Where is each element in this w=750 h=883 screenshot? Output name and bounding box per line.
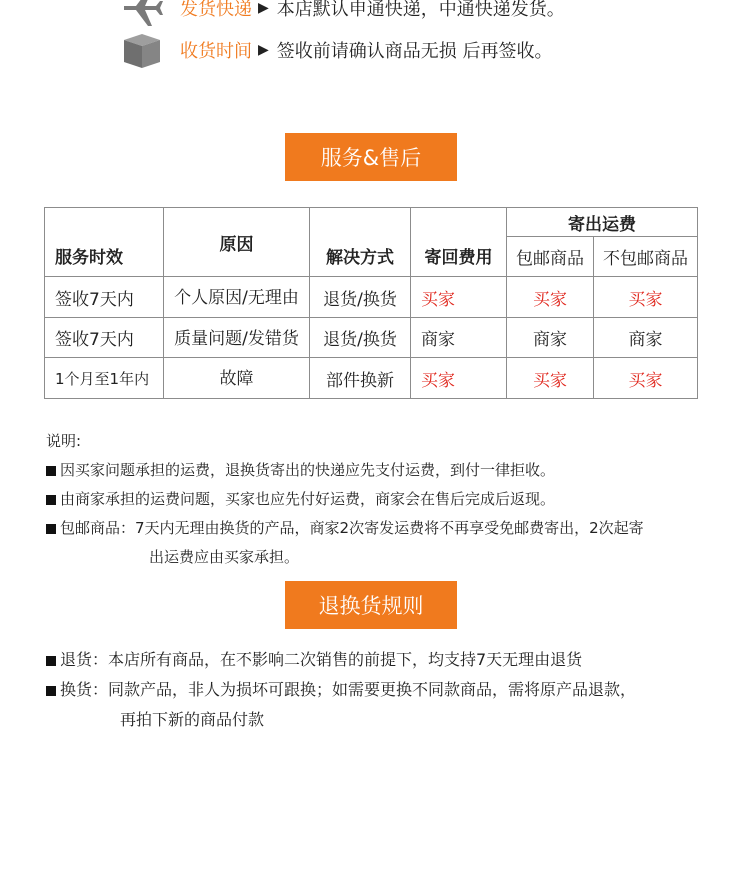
shipping-receive-label: 收货时间 [180,41,252,62]
cell-reason: 质量问题/发错货 [164,318,310,358]
header-solution: 解决方式 [310,208,411,277]
service-banner: 服务&售后 [285,133,457,181]
cell-free: 买家 [507,277,594,318]
cell-period: 签收7天内 [45,318,164,358]
rules-banner: 退换货规则 [285,581,457,629]
cell-free: 买家 [507,358,594,399]
table-row [45,277,698,318]
header-non-free-shipping: 不包邮商品 [594,237,698,277]
arrow-right-icon: ▶ [258,0,269,16]
cell-nonfree: 买家 [594,358,698,399]
cell-solution: 退货/换货 [310,277,411,318]
service-table [44,207,698,399]
shipping-row-express [120,0,565,28]
box-icon [120,30,164,70]
rule-text: 退货：本店所有商品，在不影响二次销售的前提下，均支持7天无理由退货 [60,650,583,669]
cell-reason: 个人原因/无理由 [164,277,310,318]
airplane-icon [120,0,164,28]
header-free-shipping: 包邮商品 [507,237,594,277]
note-text: 包邮商品：7天内无理由换货的产品，商家2次寄发运费将不再享受免邮费寄出，2次起寄 [60,519,644,537]
shipping-row-receive [120,30,553,70]
cell-solution: 退货/换货 [310,318,411,358]
cell-reason: 故障 [164,358,310,399]
header-reason: 原因 [164,208,310,277]
header-send-fee: 寄出运费 [507,208,698,237]
rule-text: 换货：同款产品，非人为损坏可跟换；如需要更换不同款商品，需将原产品退款， [60,680,637,699]
cell-return-fee: 买家 [411,358,507,399]
cell-return-fee: 商家 [411,318,507,358]
table-row [45,318,698,358]
cell-period: 1个月至1年内 [45,358,164,399]
header-return-fee: 寄回费用 [411,208,507,277]
cell-free: 商家 [507,318,594,358]
table-row [45,358,698,399]
square-bullet-icon [46,466,56,476]
header-period: 服务时效 [45,208,164,277]
rule-item [46,645,636,675]
square-bullet-icon [46,686,56,696]
square-bullet-icon [46,495,56,505]
note-item [46,485,644,514]
rules-section [46,645,636,735]
note-continuation: 出运费应由买家承担。 [149,548,300,566]
square-bullet-icon [46,656,56,666]
cell-solution: 部件换新 [310,358,411,399]
arrow-right-icon: ▶ [258,42,269,58]
cell-nonfree: 商家 [594,318,698,358]
notes-section [46,427,644,572]
note-text: 由商家承担的运费问题，买家也应先付好运费，商家会在售后完成后返现。 [60,490,556,508]
rule-item [46,675,636,705]
cell-return-fee: 买家 [411,277,507,318]
notes-title: 说明: [46,432,82,450]
shipping-express-label: 发货快递 [180,0,252,20]
cell-period: 签收7天内 [45,277,164,318]
rule-continuation: 再拍下新的商品付款 [120,710,265,729]
note-text: 因买家问题承担的运费，退换货寄出的快递应先支付运费，到付一律拒收。 [60,461,556,479]
square-bullet-icon [46,524,56,534]
shipping-express-text: 本店默认申通快递，中通快递发货。 [276,0,565,20]
shipping-receive-text: 签收前请确认商品无损 后再签收。 [276,41,553,62]
note-item [46,456,644,485]
note-item [46,514,644,543]
cell-nonfree: 买家 [594,277,698,318]
